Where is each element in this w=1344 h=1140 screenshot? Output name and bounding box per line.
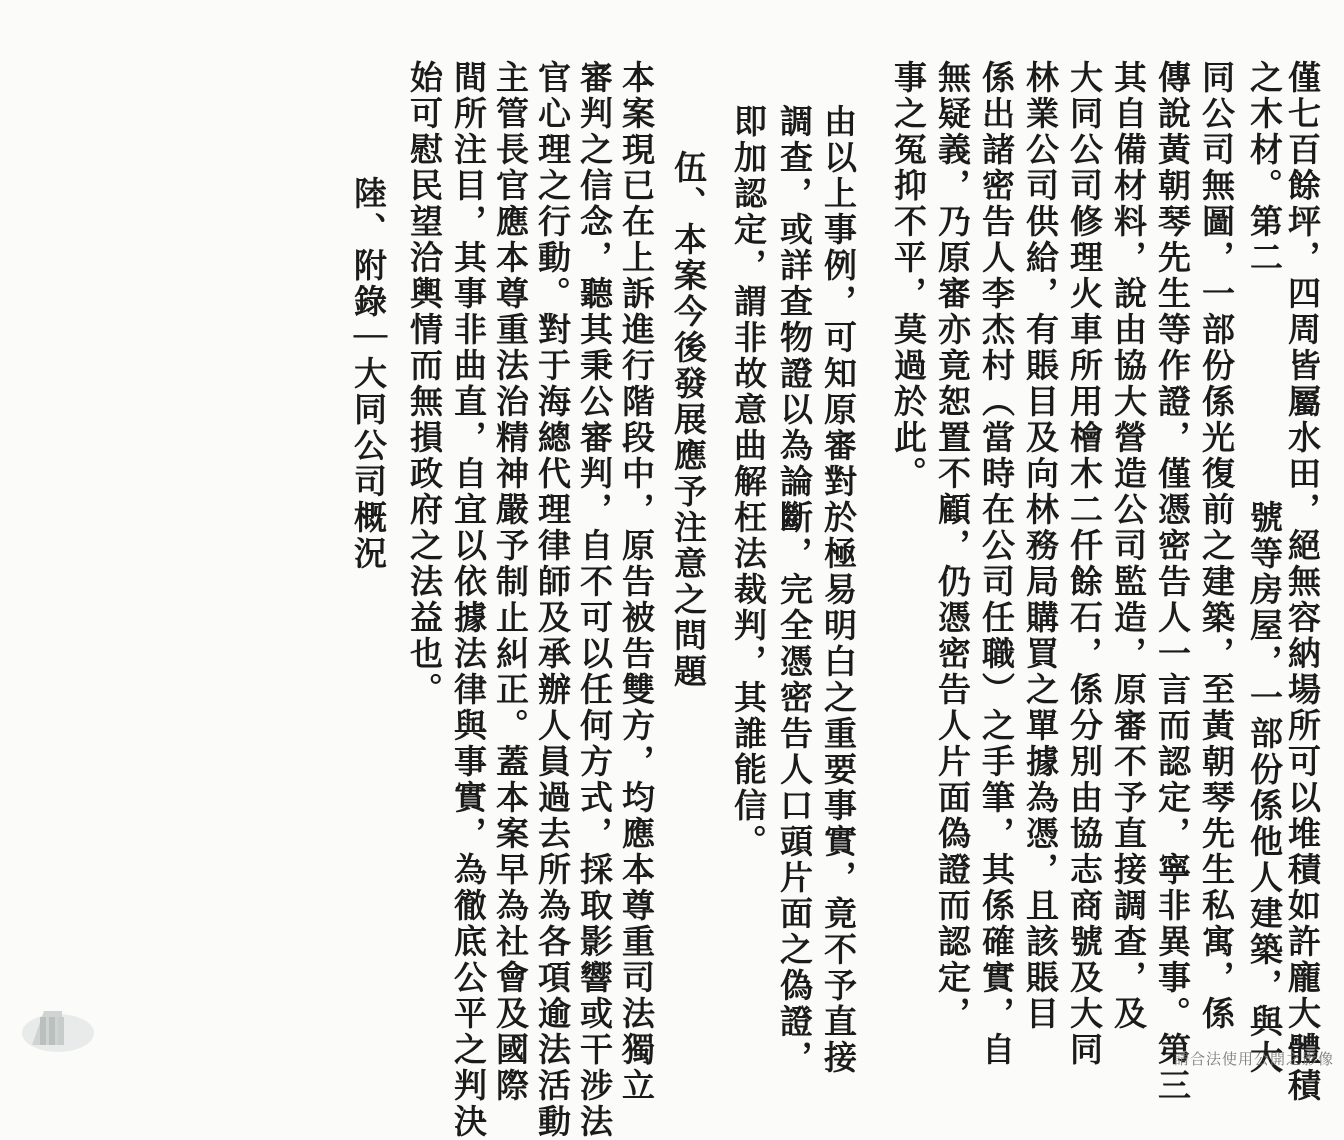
text-column-16: 審判之信念，聽其秉公審判，自不可以任何方式，採取影響或干涉法 — [575, 60, 614, 1140]
text-column-20: 始可慰民望洽輿情而無損政府之法益也。 — [405, 60, 444, 708]
text-column-10: 事之冤抑不平，莫過於此。 — [889, 60, 928, 492]
text-column-15: 本案現已在上訴進行階段中，原告被告雙方，均應本尊重司法獨立 — [617, 60, 656, 1104]
text-column-5: 其自備材料，說由協大營造公司監造，原審不予直接調查，及 — [1109, 60, 1148, 1032]
text-column-19: 間所注目，其事非曲直，自宜以依據法律與事實，為徹底公平之判決 — [449, 60, 488, 1140]
text-column-17: 官心理之行動。對于海總代理律師及承辦人員過去所為各項逾法活動 — [533, 60, 572, 1140]
text-column-18: 主管長官應本尊重法治精神嚴予制止糾正。蓋本案早為社會及國際 — [491, 60, 530, 1104]
text-column-4: 傳說黃朝琴先生等作證，僅憑密告人一言而認定，寧非異事。第三 — [1153, 60, 1192, 1104]
archive-logo-icon — [18, 1003, 96, 1055]
text-column-12: 調查，或詳查物證以為論斷，完全憑密告人口頭片面之偽證， — [775, 104, 814, 1076]
text-column-6: 大同公司修理火車所用檜木二仟餘石，係分別由協志商號及大同 — [1065, 60, 1104, 1068]
section-heading-5: 伍、本案今後發展應予注意之問題 — [669, 150, 708, 690]
text-column-9: 無疑義，乃原審亦竟恕置不顧，仍憑密告人片面偽證而認定， — [933, 60, 972, 1032]
text-column-1: 僅七百餘坪，四周皆屬水田，絕無容納場所可以堆積如許龐大體積 — [1283, 60, 1322, 1104]
text-column-7: 林業公司供給，有賬目及向林務局購買之單據為憑，且該賬目 — [1021, 60, 1060, 1032]
text-column-8: 係出諸密告人李杰村（當時在公司任職）之手筆，其係確實，自 — [977, 60, 1016, 1068]
text-column-2: 之木材。第二 — [1245, 60, 1284, 276]
text-column-3: 同公司無圖，一部份係光復前之建築，至黃朝琴先生私寓，係 — [1197, 60, 1236, 1032]
inserted-text: 號等房屋，一部份係他人建築，與大 — [1245, 500, 1284, 1076]
section-heading-6: 陸、附錄｜大同公司概況 — [349, 176, 388, 572]
text-column-11: 由以上事例，可知原審對於極易明白之重要事實，竟不予直接 — [819, 104, 858, 1076]
usage-notice: 請合法使用公開之影像 — [1173, 1050, 1334, 1068]
text-column-13: 即加認定，謂非故意曲解枉法裁判，其誰能信。 — [729, 104, 768, 860]
